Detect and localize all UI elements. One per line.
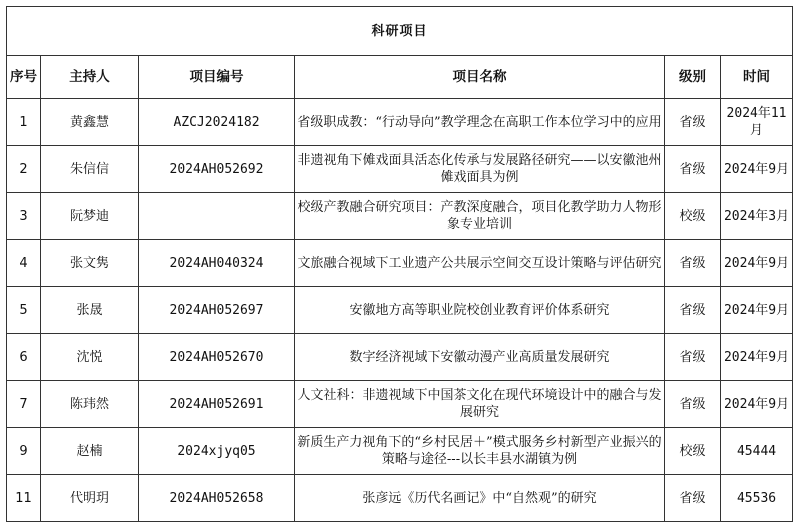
cell-host: 阮梦迪 — [41, 193, 139, 240]
cell-level: 省级 — [665, 381, 721, 428]
header-time: 时间 — [721, 56, 793, 99]
cell-time: 2024年11月 — [721, 99, 793, 146]
cell-level: 省级 — [665, 334, 721, 381]
cell-project-name: 非遗视角下傩戏面具活态化传承与发展路径研究——以安徽池州傩戏面具为例 — [295, 146, 665, 193]
cell-time: 2024年9月 — [721, 146, 793, 193]
header-host: 主持人 — [41, 56, 139, 99]
cell-project-id — [139, 193, 295, 240]
cell-no: 1 — [7, 99, 41, 146]
table-row — [7, 287, 793, 334]
cell-time: 45536 — [721, 475, 793, 522]
cell-time: 2024年3月 — [721, 193, 793, 240]
cell-no: 2 — [7, 146, 41, 193]
cell-project-name: 文旅融合视域下工业遗产公共展示空间交互设计策略与评估研究 — [295, 240, 665, 287]
header-name: 项目名称 — [295, 56, 665, 99]
table-row — [7, 146, 793, 193]
cell-host: 代明玥 — [41, 475, 139, 522]
cell-no: 9 — [7, 428, 41, 475]
cell-time: 2024年9月 — [721, 381, 793, 428]
cell-project-id: 2024AH052691 — [139, 381, 295, 428]
cell-time: 2024年9月 — [721, 334, 793, 381]
cell-project-name: 校级产教融合研究项目：产教深度融合，项目化教学助力人物形象专业培训 — [295, 193, 665, 240]
cell-no: 5 — [7, 287, 41, 334]
cell-project-name: 省级职成教：“行动导向”教学理念在高职工作本位学习中的应用 — [295, 99, 665, 146]
cell-project-name: 安徽地方高等职业院校创业教育评价体系研究 — [295, 287, 665, 334]
table-row — [7, 475, 793, 522]
table-body — [7, 99, 793, 522]
cell-no: 7 — [7, 381, 41, 428]
table-row — [7, 99, 793, 146]
cell-project-name: 新质生产力视角下的“乡村民居＋”模式服务乡村新型产业振兴的策略与途径---以长丰县水湖镇为例 — [295, 428, 665, 475]
cell-host: 张文隽 — [41, 240, 139, 287]
table-row — [7, 428, 793, 475]
header-no: 序号 — [7, 56, 41, 99]
table-row — [7, 193, 793, 240]
cell-host: 朱信信 — [41, 146, 139, 193]
table-row — [7, 240, 793, 287]
cell-project-id: 2024AH040324 — [139, 240, 295, 287]
cell-level: 省级 — [665, 146, 721, 193]
cell-project-id: 2024AH052658 — [139, 475, 295, 522]
header-row — [7, 56, 793, 99]
cell-project-name: 人文社科：非遗视域下中国茶文化在现代环境设计中的融合与发展研究 — [295, 381, 665, 428]
table-title: 科研项目 — [7, 7, 793, 56]
table-row — [7, 381, 793, 428]
cell-project-name: 张彦远《历代名画记》中“自然观”的研究 — [295, 475, 665, 522]
cell-no: 4 — [7, 240, 41, 287]
cell-no: 6 — [7, 334, 41, 381]
cell-project-id: AZCJ2024182 — [139, 99, 295, 146]
title-row — [7, 7, 793, 56]
cell-project-name: 数字经济视域下安徽动漫产业高质量发展研究 — [295, 334, 665, 381]
cell-host: 赵楠 — [41, 428, 139, 475]
cell-project-id: 2024AH052670 — [139, 334, 295, 381]
header-level: 级别 — [665, 56, 721, 99]
cell-host: 陈玮然 — [41, 381, 139, 428]
cell-project-id: 2024xjyq05 — [139, 428, 295, 475]
cell-level: 省级 — [665, 475, 721, 522]
research-projects-table — [6, 6, 793, 522]
cell-time: 2024年9月 — [721, 287, 793, 334]
cell-host: 黄鑫慧 — [41, 99, 139, 146]
cell-level: 校级 — [665, 428, 721, 475]
cell-no: 3 — [7, 193, 41, 240]
cell-time: 45444 — [721, 428, 793, 475]
cell-level: 省级 — [665, 287, 721, 334]
cell-level: 校级 — [665, 193, 721, 240]
table-row — [7, 334, 793, 381]
header-id: 项目编号 — [139, 56, 295, 99]
cell-host: 张晟 — [41, 287, 139, 334]
cell-level: 省级 — [665, 240, 721, 287]
cell-no: 11 — [7, 475, 41, 522]
cell-project-id: 2024AH052697 — [139, 287, 295, 334]
cell-time: 2024年9月 — [721, 240, 793, 287]
cell-level: 省级 — [665, 99, 721, 146]
cell-host: 沈悦 — [41, 334, 139, 381]
cell-project-id: 2024AH052692 — [139, 146, 295, 193]
